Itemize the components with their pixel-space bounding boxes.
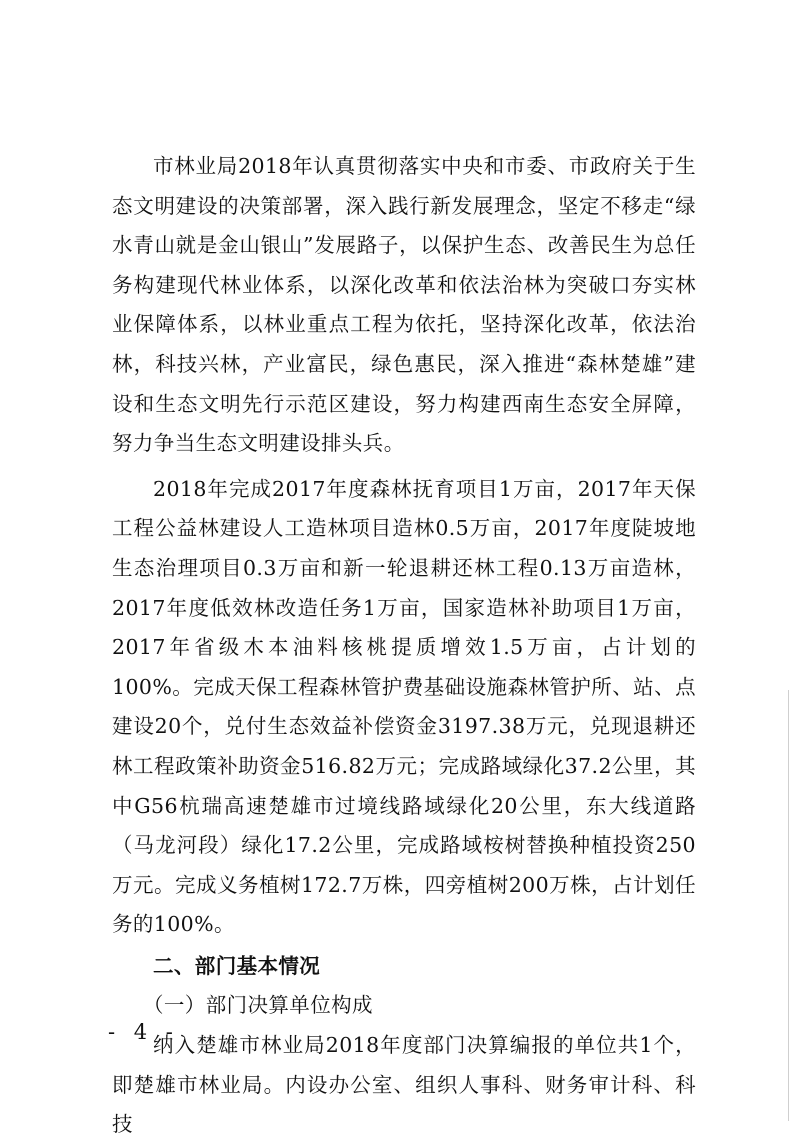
paragraph-achievements: 2018年完成2017年度森林抚育项目1万亩，2017年天保工程公益林建设人工造林项目造林0.5万亩，2017年度陡坡地生态治理项目0.3万亩和新一轮退耕还林工程0.13万亩造林，2017年度低效林改造任务1万亩，国家造林补助项目1万亩，2017年省级木本油料核桃提质增效1.5万亩，占计划的100%。完成天保工程森林管护费基础设施森林管护所、站、点建设20个，兑付生态效益补偿资金3197.38万元，兑现退耕还林工程政策补助资金516.82万元；完成路域绿化37.2公里，其中G56杭瑞高速楚雄市过境线路域绿化20公里，东大线道路（马龙河段）绿化17.2公里，完成路域桉树替换种植投资250万元。完成义务植树172.7万株，四旁植树200万株，占计划任务的100%。 (112, 476, 696, 937)
paragraph-unit-composition: 纳入楚雄市林业局2018年度部门决算编报的单位共1个，即楚雄市林业局。内设办公室、组织人事科、财务审计科、科技 (112, 1033, 696, 1137)
scan-edge-divider (788, 690, 789, 1121)
section-heading-basic-info: 二、部门基本情况 (153, 953, 321, 978)
page-body (112, 147, 696, 1145)
paragraph-overview: 市林业局2018年认真贯彻落实中央和市委、市政府关于生态文明建设的决策部署，深入践行新发展理念，坚定不移走“绿水青山就是金山银山”发展路子，以保护生态、改善民生为总任务构建现代林业体系，以深化改革和依法治林为突破口夯实林业保障体系，以林业重点工程为依托，坚持深化改革，依法治林，科技兴林，产业富民，绿色惠民，深入推进“森林楚雄”建设和生态文明先行示范区建设，努力构建西南生态安全屏障，努力争当生态文明建设排头兵。 (112, 154, 696, 456)
subsection-heading-unit-composition: （一）部门决算单位构成 (143, 993, 373, 1018)
page-number: - 4 - (108, 1020, 179, 1044)
